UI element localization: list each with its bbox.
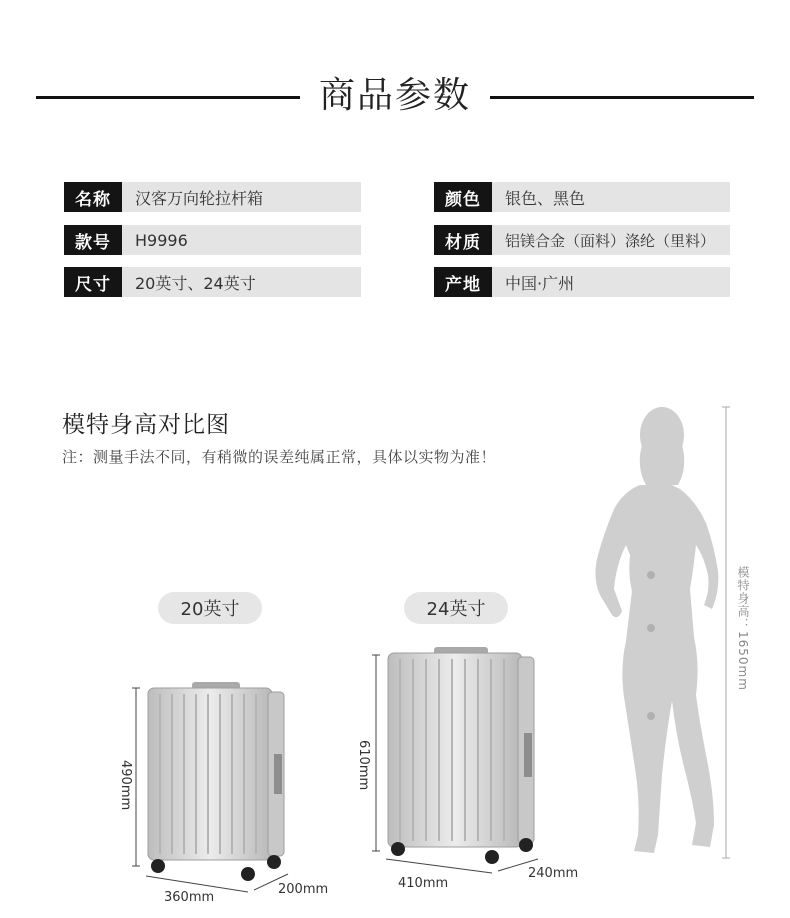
spec-key: 材质 — [434, 225, 492, 255]
spec-key: 名称 — [64, 182, 122, 212]
suitcase-20-image — [128, 680, 298, 900]
spec-key: 款号 — [64, 225, 122, 255]
spec-row-origin — [434, 267, 730, 297]
spec-value: H9996 — [122, 225, 361, 255]
spec-value: 20英寸、24英寸 — [122, 267, 361, 297]
model-height-label: 模特身高：1650mm — [736, 566, 750, 691]
spec-value: 铝镁合金（面料）涤纶（里料） — [492, 225, 730, 255]
suitcase-20-width: 360mm — [164, 890, 215, 905]
title-rule-left — [36, 96, 300, 99]
spec-row-size — [64, 267, 361, 297]
spec-row-model — [64, 225, 361, 255]
spec-row-color — [434, 182, 730, 212]
spec-value: 汉客万向轮拉杆箱 — [122, 182, 361, 212]
spec-value: 银色、黑色 — [492, 182, 730, 212]
comparison-title: 模特身高对比图 — [62, 412, 230, 438]
suitcase-24-depth: 240mm — [528, 866, 579, 881]
size-pill-20: 20英寸 — [158, 592, 262, 624]
suitcase-24-width: 410mm — [398, 876, 449, 891]
suitcase-24-height: 610mm — [356, 740, 371, 791]
spec-key: 尺寸 — [64, 267, 122, 297]
model-silhouette — [580, 405, 720, 860]
spec-row-name — [64, 182, 361, 212]
size-pill-24: 24英寸 — [404, 592, 508, 624]
suitcase-24-image — [368, 645, 548, 885]
suitcase-20-height: 490mm — [118, 760, 133, 811]
spec-value: 中国·广州 — [492, 267, 730, 297]
suitcase-20-depth: 200mm — [278, 882, 329, 897]
spec-row-material — [434, 225, 730, 255]
title-rule-right — [490, 96, 754, 99]
comparison-note: 注：测量手法不同，有稍微的误差纯属正常，具体以实物为准！ — [62, 448, 497, 466]
model-height-line — [720, 405, 732, 860]
spec-key: 产地 — [434, 267, 492, 297]
page-title: 商品参数 — [318, 75, 471, 116]
spec-key: 颜色 — [434, 182, 492, 212]
